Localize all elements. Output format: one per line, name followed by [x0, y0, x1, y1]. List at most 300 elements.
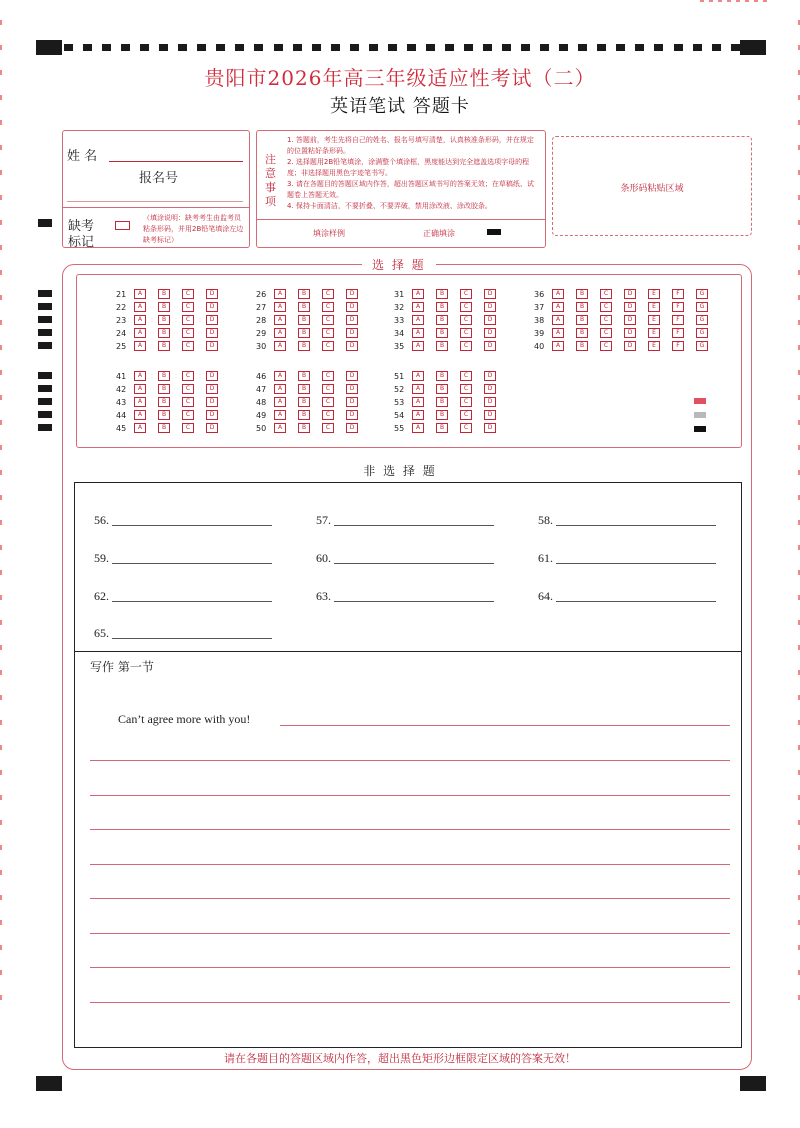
notice-item: 1. 答题前，考生先将自己的姓名、报名号填写清楚，认真核准条形码，并在规定的位置粘好条形码。: [287, 136, 534, 155]
edge-dash: [0, 120, 2, 125]
question-row: [256, 422, 370, 434]
option-bubble[interactable]: A: [552, 341, 564, 351]
question-number: 36: [534, 289, 545, 299]
option-bubble[interactable]: B: [298, 341, 310, 351]
option-bubble[interactable]: A: [134, 289, 146, 299]
edge-dash: [0, 220, 2, 225]
option-bubble[interactable]: A: [552, 315, 564, 325]
left-timing-mark: [38, 424, 52, 431]
option-bubble[interactable]: B: [436, 302, 448, 312]
option-bubble[interactable]: C: [182, 423, 194, 433]
option-bubble[interactable]: E: [648, 289, 660, 299]
edge-dash: [0, 920, 2, 925]
option-bubble[interactable]: A: [412, 289, 424, 299]
option-bubble[interactable]: D: [206, 289, 218, 299]
option-bubble[interactable]: C: [182, 371, 194, 381]
option-bubble[interactable]: A: [412, 315, 424, 325]
question-number: 30: [256, 341, 267, 351]
option-bubble[interactable]: B: [298, 384, 310, 394]
exam-title: 贵阳市2026年高三年级适应性考试（二）: [204, 66, 596, 90]
option-bubble[interactable]: A: [412, 423, 424, 433]
option-bubble[interactable]: D: [346, 371, 358, 381]
option-bubble[interactable]: C: [460, 328, 472, 338]
answer-62[interactable]: [94, 589, 109, 604]
option-bubble[interactable]: A: [412, 384, 424, 394]
option-bubble[interactable]: C: [322, 341, 334, 351]
timing-mark: [559, 44, 568, 51]
question-number: 35: [394, 341, 405, 351]
left-timing-mark: [38, 316, 52, 323]
option-bubble[interactable]: D: [484, 384, 496, 394]
option-bubble[interactable]: D: [624, 315, 636, 325]
absent-label-2: 标记: [68, 235, 95, 250]
answer-line: [334, 525, 494, 526]
option-bubble[interactable]: B: [436, 341, 448, 351]
answer-line: [556, 601, 716, 602]
option-bubble[interactable]: B: [298, 328, 310, 338]
option-bubble[interactable]: B: [436, 410, 448, 420]
option-bubble[interactable]: C: [460, 384, 472, 394]
edge-dash: [0, 795, 2, 800]
option-bubble[interactable]: B: [576, 289, 588, 299]
option-bubble[interactable]: B: [298, 371, 310, 381]
answer-number: 63.: [316, 589, 331, 603]
answer-line: [556, 525, 716, 526]
question-number: 27: [256, 302, 267, 312]
question-row: [394, 422, 508, 434]
edge-dash: [0, 670, 2, 675]
option-bubble[interactable]: C: [460, 315, 472, 325]
option-bubble[interactable]: B: [298, 410, 310, 420]
option-bubble[interactable]: D: [484, 410, 496, 420]
question-number: 55: [394, 423, 405, 433]
option-bubble[interactable]: B: [158, 289, 170, 299]
left-timing-mark: [38, 342, 52, 349]
option-bubble[interactable]: B: [436, 289, 448, 299]
option-bubble[interactable]: E: [648, 302, 660, 312]
option-bubble[interactable]: B: [576, 302, 588, 312]
option-bubble[interactable]: D: [624, 328, 636, 338]
option-bubble[interactable]: A: [134, 423, 146, 433]
question-number: 25: [116, 341, 127, 351]
option-bubble[interactable]: D: [624, 289, 636, 299]
edge-dash: [0, 570, 2, 575]
option-bubble[interactable]: B: [298, 302, 310, 312]
option-bubble[interactable]: D: [346, 384, 358, 394]
notice-box: [256, 130, 546, 248]
option-bubble[interactable]: A: [274, 289, 286, 299]
student-info-box: [62, 130, 250, 248]
corner-mark-bottom-left: [36, 1076, 62, 1091]
option-bubble[interactable]: A: [412, 410, 424, 420]
question-number: 45: [116, 423, 127, 433]
option-bubble[interactable]: D: [346, 328, 358, 338]
edge-dash: [0, 545, 2, 550]
barcode-area: [552, 136, 752, 236]
option-bubble[interactable]: D: [206, 341, 218, 351]
question-number: 49: [256, 410, 267, 420]
question-number: 51: [394, 371, 405, 381]
writing-line[interactable]: [280, 725, 730, 726]
option-bubble[interactable]: B: [576, 341, 588, 351]
timing-mark: [350, 44, 359, 51]
option-bubble[interactable]: A: [412, 302, 424, 312]
answer-63[interactable]: [316, 589, 331, 604]
edge-dash: [0, 370, 2, 375]
option-bubble[interactable]: C: [460, 341, 472, 351]
option-bubble[interactable]: C: [460, 423, 472, 433]
answer-number: 58.: [538, 513, 553, 527]
option-bubble[interactable]: B: [576, 328, 588, 338]
writing-line[interactable]: [90, 1002, 730, 1003]
timing-mark: [159, 44, 168, 51]
answer-60[interactable]: [316, 551, 331, 566]
option-bubble[interactable]: C: [600, 289, 612, 299]
option-bubble[interactable]: D: [484, 397, 496, 407]
option-bubble[interactable]: C: [182, 289, 194, 299]
option-bubble[interactable]: C: [322, 315, 334, 325]
option-bubble[interactable]: C: [600, 328, 612, 338]
option-bubble[interactable]: A: [134, 315, 146, 325]
timing-mark: [369, 44, 378, 51]
writing-title: 写作 第一节: [90, 660, 154, 674]
question-row: [394, 383, 508, 395]
option-bubble[interactable]: A: [274, 384, 286, 394]
option-bubble[interactable]: C: [182, 397, 194, 407]
option-bubble[interactable]: F: [672, 341, 684, 351]
option-bubble[interactable]: A: [134, 410, 146, 420]
option-bubble[interactable]: E: [648, 315, 660, 325]
nonchoice-section-title: 非 选 择 题: [363, 464, 437, 478]
option-bubble[interactable]: A: [134, 371, 146, 381]
timing-mark: [426, 44, 435, 51]
timing-mark: [331, 44, 340, 51]
option-bubble[interactable]: D: [206, 384, 218, 394]
answer-61[interactable]: [538, 551, 553, 566]
timing-mark: [521, 44, 530, 51]
option-bubble[interactable]: F: [672, 302, 684, 312]
option-bubble[interactable]: D: [346, 289, 358, 299]
question-row: [534, 288, 720, 300]
option-bubble[interactable]: C: [182, 410, 194, 420]
option-bubble[interactable]: C: [182, 328, 194, 338]
option-bubble[interactable]: A: [274, 410, 286, 420]
question-number: 54: [394, 410, 405, 420]
timing-mark: [83, 44, 92, 51]
option-bubble[interactable]: C: [182, 341, 194, 351]
option-bubble[interactable]: C: [460, 289, 472, 299]
question-number: 28: [256, 315, 267, 325]
answer-58[interactable]: [538, 513, 553, 528]
option-bubble[interactable]: F: [672, 328, 684, 338]
option-bubble[interactable]: A: [552, 289, 564, 299]
question-row: [534, 314, 720, 326]
question-number: 42: [116, 384, 127, 394]
writing-line[interactable]: [90, 760, 730, 761]
option-bubble[interactable]: C: [600, 315, 612, 325]
notice-divider: [257, 219, 545, 220]
timing-mark: [178, 44, 187, 51]
option-bubble[interactable]: G: [696, 289, 708, 299]
option-bubble[interactable]: B: [576, 315, 588, 325]
option-bubble[interactable]: G: [696, 341, 708, 351]
question-row: [256, 383, 370, 395]
question-number: 32: [394, 302, 405, 312]
option-bubble[interactable]: C: [322, 384, 334, 394]
timing-mark: [540, 44, 549, 51]
answer-number: 59.: [94, 551, 109, 565]
answer-line: [112, 525, 272, 526]
question-row: [116, 301, 230, 313]
writing-line[interactable]: [90, 967, 730, 968]
option-bubble[interactable]: G: [696, 328, 708, 338]
answer-number: 60.: [316, 551, 331, 565]
question-number: 39: [534, 328, 545, 338]
question-number: 44: [116, 410, 127, 420]
option-bubble[interactable]: B: [158, 341, 170, 351]
option-bubble[interactable]: A: [412, 397, 424, 407]
option-bubble[interactable]: D: [346, 397, 358, 407]
option-bubble[interactable]: A: [134, 302, 146, 312]
option-bubble[interactable]: A: [274, 397, 286, 407]
question-row: [116, 327, 230, 339]
nonchoice-area: [74, 482, 742, 1048]
option-bubble[interactable]: A: [412, 341, 424, 351]
option-bubble[interactable]: E: [648, 341, 660, 351]
option-bubble[interactable]: C: [600, 302, 612, 312]
question-row: [116, 396, 230, 408]
option-bubble[interactable]: A: [552, 302, 564, 312]
option-bubble[interactable]: A: [134, 397, 146, 407]
edge-dash: [0, 495, 2, 500]
answer-56[interactable]: [94, 513, 109, 528]
left-timing-mark: [38, 398, 52, 405]
left-timing-mark: [38, 411, 52, 418]
option-bubble[interactable]: D: [346, 410, 358, 420]
option-bubble[interactable]: D: [484, 289, 496, 299]
notice-item: 3. 请在各题目的答题区域内作答，超出答题区域书写的答案无效；在草稿纸、试题卷上答题无效。: [287, 180, 534, 199]
option-bubble[interactable]: F: [672, 315, 684, 325]
option-bubble[interactable]: D: [206, 302, 218, 312]
question-number: 21: [116, 289, 127, 299]
info-divider: [63, 207, 249, 208]
writing-line[interactable]: [90, 864, 730, 865]
question-row: [394, 409, 508, 421]
edge-dash: [0, 295, 2, 300]
answer-number: 61.: [538, 551, 553, 565]
timing-mark: [197, 44, 206, 51]
timing-mark: [578, 44, 587, 51]
option-bubble[interactable]: A: [134, 341, 146, 351]
writing-line[interactable]: [90, 898, 730, 899]
option-bubble[interactable]: D: [624, 302, 636, 312]
option-bubble[interactable]: D: [624, 341, 636, 351]
timing-mark: [388, 44, 397, 51]
timing-mark: [674, 44, 683, 51]
option-bubble[interactable]: A: [274, 328, 286, 338]
answer-line: [334, 563, 494, 564]
timing-mark: [216, 44, 225, 51]
timing-mark: [235, 44, 244, 51]
option-bubble[interactable]: B: [436, 384, 448, 394]
option-bubble[interactable]: C: [460, 371, 472, 381]
question-number: 33: [394, 315, 405, 325]
option-bubble[interactable]: B: [298, 315, 310, 325]
option-bubble[interactable]: B: [158, 302, 170, 312]
notice-items: [287, 135, 539, 212]
option-bubble[interactable]: C: [322, 410, 334, 420]
option-bubble[interactable]: G: [696, 302, 708, 312]
option-bubble[interactable]: A: [274, 371, 286, 381]
option-bubble[interactable]: C: [460, 397, 472, 407]
option-bubble[interactable]: B: [298, 397, 310, 407]
answer-number: 57.: [316, 513, 331, 527]
exam-number-label: 报名号: [139, 171, 179, 186]
correct-fill-label: 正确填涂: [423, 229, 455, 238]
question-row: [394, 314, 508, 326]
option-bubble[interactable]: A: [274, 315, 286, 325]
question-row: [394, 288, 508, 300]
edge-dash: [0, 145, 2, 150]
edge-dash: [0, 20, 2, 25]
option-bubble[interactable]: C: [182, 384, 194, 394]
option-bubble[interactable]: C: [322, 397, 334, 407]
question-row: [116, 340, 230, 352]
edge-dash: [0, 970, 2, 975]
option-bubble[interactable]: D: [484, 341, 496, 351]
option-bubble[interactable]: D: [206, 315, 218, 325]
timing-mark: [616, 44, 625, 51]
option-bubble[interactable]: C: [322, 302, 334, 312]
option-bubble[interactable]: D: [206, 423, 218, 433]
question-number: 46: [256, 371, 267, 381]
edge-dash: [0, 745, 2, 750]
left-timing-mark: [38, 385, 52, 392]
option-bubble[interactable]: B: [436, 423, 448, 433]
option-bubble[interactable]: D: [206, 328, 218, 338]
timing-mark: [102, 44, 111, 51]
writing-line[interactable]: [90, 933, 730, 934]
option-bubble[interactable]: C: [182, 302, 194, 312]
answer-number: 64.: [538, 589, 553, 603]
writing-line[interactable]: [90, 829, 730, 830]
option-bubble[interactable]: A: [552, 328, 564, 338]
question-number: 40: [534, 341, 545, 351]
option-bubble[interactable]: D: [484, 371, 496, 381]
question-number: 37: [534, 302, 545, 312]
question-row: [116, 422, 230, 434]
left-timing-mark: [38, 303, 52, 310]
notice-label: 注意事项: [265, 153, 276, 208]
corner-mark-top-right: [740, 40, 766, 55]
option-bubble[interactable]: A: [134, 384, 146, 394]
option-bubble[interactable]: D: [206, 410, 218, 420]
edge-dash: [0, 845, 2, 850]
option-bubble[interactable]: B: [436, 371, 448, 381]
option-bubble[interactable]: A: [274, 302, 286, 312]
timing-mark: [312, 44, 321, 51]
option-bubble[interactable]: D: [484, 315, 496, 325]
option-bubble[interactable]: D: [206, 397, 218, 407]
edge-dash: [0, 520, 2, 525]
left-edge-dashes: [0, 20, 2, 1100]
option-bubble[interactable]: C: [322, 328, 334, 338]
option-bubble[interactable]: C: [182, 315, 194, 325]
option-bubble[interactable]: C: [322, 371, 334, 381]
option-bubble[interactable]: E: [648, 328, 660, 338]
option-bubble[interactable]: G: [696, 315, 708, 325]
question-row: [394, 396, 508, 408]
option-bubble[interactable]: A: [274, 423, 286, 433]
option-bubble[interactable]: C: [600, 341, 612, 351]
option-bubble[interactable]: C: [322, 423, 334, 433]
question-number: 38: [534, 315, 545, 325]
question-number: 29: [256, 328, 267, 338]
timing-mark: [254, 44, 263, 51]
option-bubble[interactable]: C: [460, 302, 472, 312]
option-bubble[interactable]: D: [346, 341, 358, 351]
question-number: 50: [256, 423, 267, 433]
answer-65[interactable]: [94, 626, 109, 641]
option-bubble[interactable]: C: [460, 410, 472, 420]
question-number: 52: [394, 384, 405, 394]
answer-57[interactable]: [316, 513, 331, 528]
option-bubble[interactable]: D: [346, 302, 358, 312]
option-bubble[interactable]: B: [158, 397, 170, 407]
option-bubble[interactable]: B: [298, 289, 310, 299]
exam-number-field[interactable]: [67, 201, 243, 202]
option-bubble[interactable]: D: [206, 371, 218, 381]
option-bubble[interactable]: B: [436, 397, 448, 407]
option-bubble[interactable]: B: [158, 423, 170, 433]
timing-mark: [654, 44, 663, 51]
question-number: 47: [256, 384, 267, 394]
question-number: 41: [116, 371, 127, 381]
timing-mark: [502, 44, 511, 51]
answer-59[interactable]: [94, 551, 109, 566]
name-field[interactable]: [109, 161, 243, 162]
option-bubble[interactable]: B: [158, 371, 170, 381]
option-bubble[interactable]: A: [412, 371, 424, 381]
option-bubble[interactable]: B: [436, 328, 448, 338]
color-swatch-black: [694, 426, 706, 432]
option-bubble[interactable]: D: [484, 423, 496, 433]
timing-mark: [635, 44, 644, 51]
option-bubble[interactable]: B: [158, 328, 170, 338]
question-row: [116, 370, 230, 382]
absent-mark-box[interactable]: [115, 221, 130, 230]
option-bubble[interactable]: D: [484, 302, 496, 312]
option-bubble[interactable]: B: [158, 315, 170, 325]
option-bubble[interactable]: D: [346, 423, 358, 433]
answer-64[interactable]: [538, 589, 553, 604]
option-bubble[interactable]: D: [484, 328, 496, 338]
option-bubble[interactable]: C: [322, 289, 334, 299]
option-bubble[interactable]: D: [346, 315, 358, 325]
left-timing-mark: [38, 329, 52, 336]
writing-line[interactable]: [90, 795, 730, 796]
option-bubble[interactable]: B: [158, 384, 170, 394]
color-swatch-gray: [694, 412, 706, 418]
option-bubble[interactable]: A: [412, 328, 424, 338]
option-bubble[interactable]: B: [436, 315, 448, 325]
question-row: [394, 340, 508, 352]
option-bubble[interactable]: B: [158, 410, 170, 420]
option-bubble[interactable]: A: [274, 341, 286, 351]
option-bubble[interactable]: F: [672, 289, 684, 299]
option-bubble[interactable]: B: [298, 423, 310, 433]
option-bubble[interactable]: A: [134, 328, 146, 338]
